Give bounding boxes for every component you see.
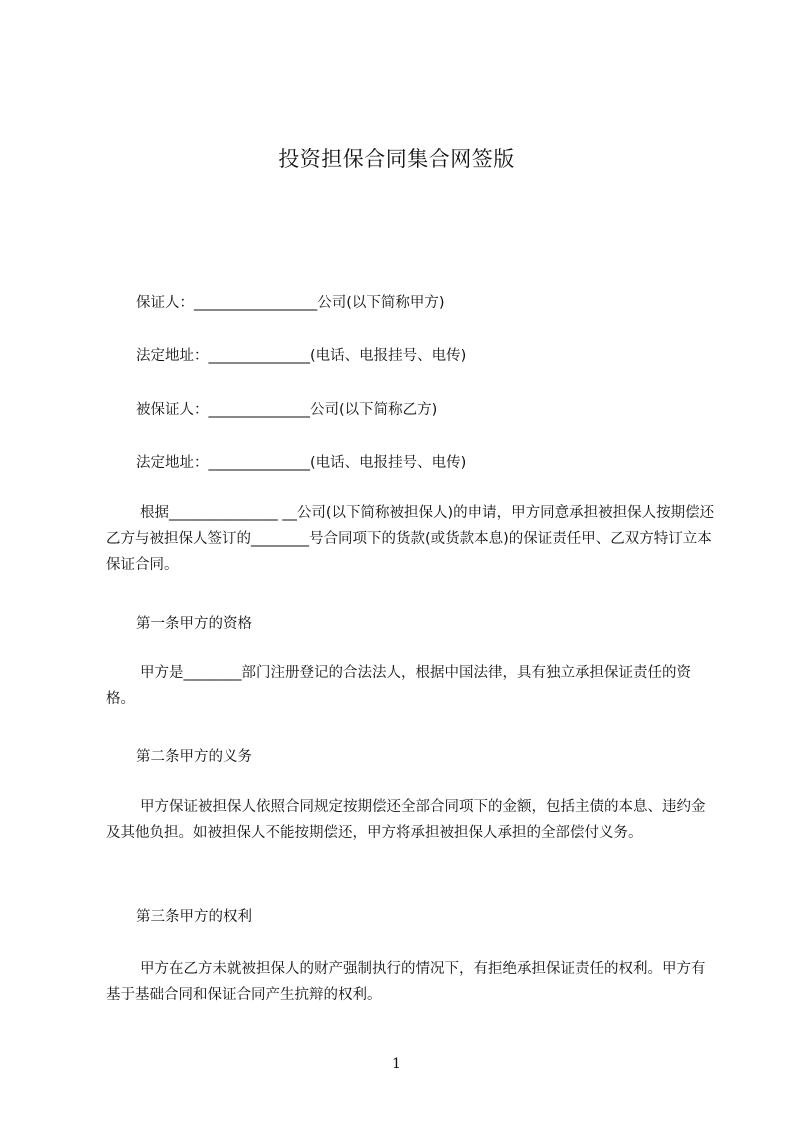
guaranteed-party-line: 被保证人：______________公司(以下简称乙方) xyxy=(136,402,438,418)
article-3-body: 甲方在乙方未就被担保人的财产强制执行的情况下，有拒绝承担保证责任的权利。甲方有基于基础合同和保证合同产生抗辩的权利。 xyxy=(106,961,706,1003)
article-2-body: 甲方保证被担保人依照合同规定按期偿还全部合同项下的金额，包括主债的本息、违约金及其他负担。如被担保人不能按期偿还，甲方将承担被担保人承担的全部偿付义务。 xyxy=(106,799,706,841)
document-title: 投资担保合同集合网签版 xyxy=(278,147,515,171)
guaranteed-party-address-line: 法定地址：______________(电话、电报挂号、电传) xyxy=(136,455,467,471)
guarantor-address-line: 法定地址：______________(电话、电报挂号、电传) xyxy=(136,348,467,364)
guarantor-line: 保证人：_________________公司(以下简称甲方) xyxy=(136,295,445,311)
article-1-body: 甲方是________部门注册登记的合法法人，根据中国法律，具有独立承担保证责任的资格。 xyxy=(106,665,691,707)
article-3-heading: 第三条甲方的权利 xyxy=(136,909,252,925)
article-1-heading: 第一条甲方的资格 xyxy=(136,616,252,632)
page-number: 1 xyxy=(392,1056,401,1072)
article-2-heading: 第二条甲方的义务 xyxy=(136,749,252,765)
preamble-paragraph: 根据_______________ __公司(以下简称被担保人)的申请，甲方同意承担被担保人按期偿还乙方与被担保人签订的________号合同项下的货款(或货款本息)的保证责任甲、乙双方特订立本保证合同。 xyxy=(106,505,715,573)
